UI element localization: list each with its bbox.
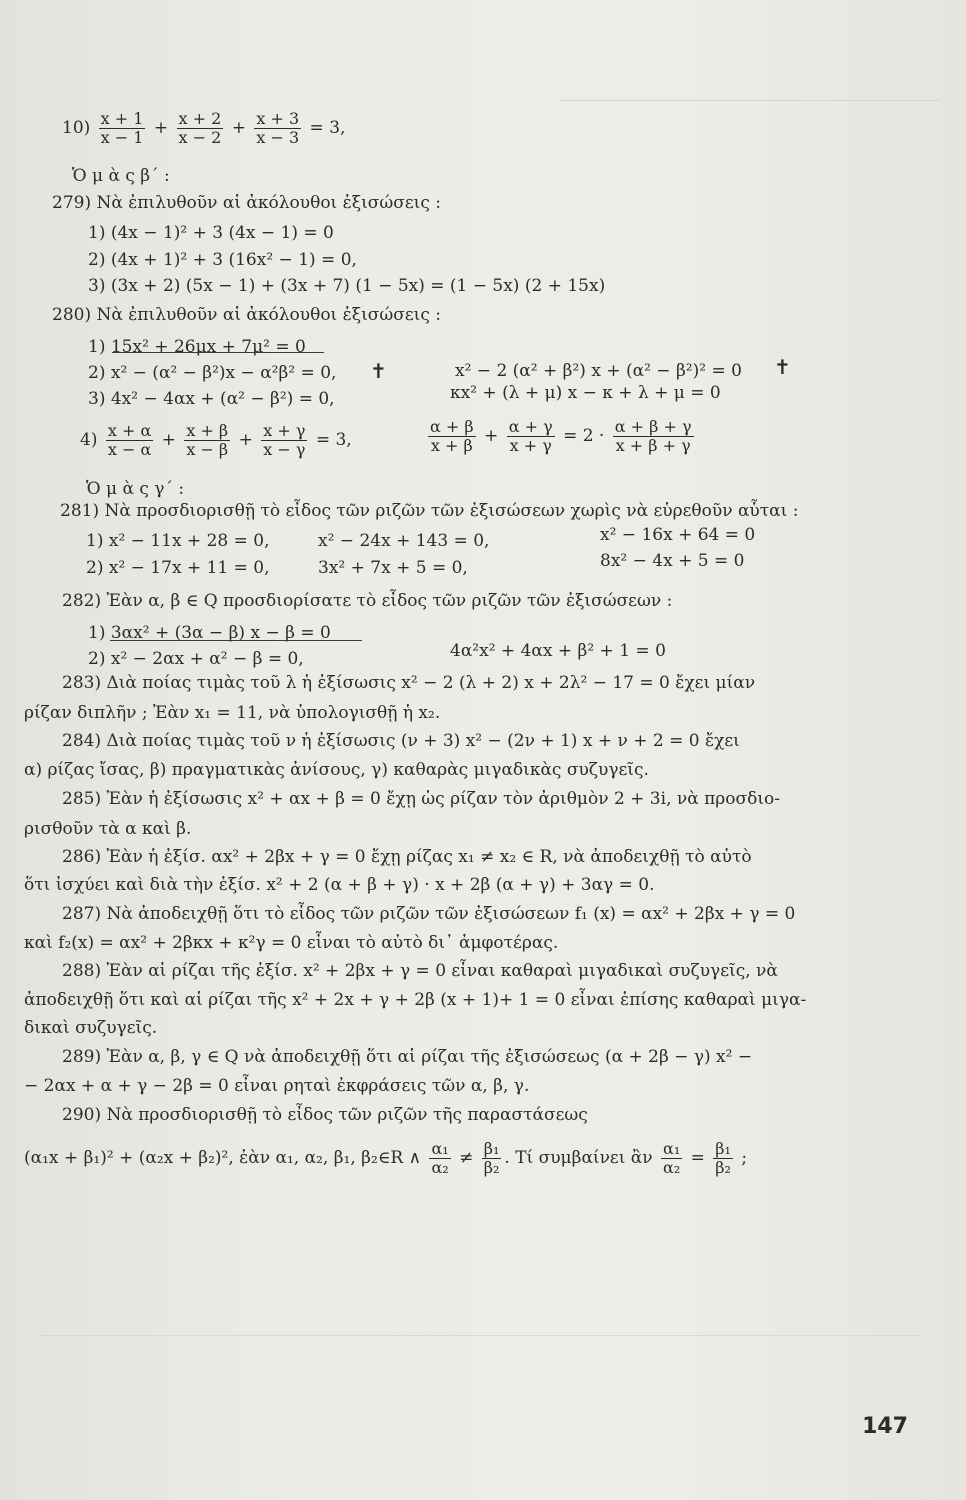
problem-line: α) ρίζας ἴσας, β) πραγματικὰς ἀνίσους, γ) καθαρὰς μιγαδικὰς συζυγεῖς. bbox=[24, 760, 649, 780]
problem-line: ρισθοῦν τὰ α καὶ β. bbox=[24, 819, 192, 839]
problem-line: 1) (4x − 1)² + 3 (4x − 1) = 0 bbox=[88, 223, 334, 243]
problem-line: 1) 3αx² + (3α − β) x − β = 0 bbox=[88, 623, 331, 643]
equation-280-4b: $\frac{\alpha + \beta}{x + \beta}$ + $\frac{\alpha + \gamma}{x + \gamma}$ = 2 · $\frac{\alpha + \beta + \gamma}{x + \beta + \gamma}$ bbox=[430, 417, 692, 455]
page-number: 147 bbox=[862, 1414, 908, 1439]
problem-line: x² − 2 (α² + β²) x + (α² − β²)² = 0 bbox=[455, 361, 742, 381]
problem-281: 281) Νὰ προσδιορισθῇ τὸ εἶδος τῶν ριζῶν τῶν ἐξισώσεων χωρὶς νὰ εὑρεθοῦν αὗται : bbox=[60, 501, 799, 521]
problem-290-expression: (α₁x + β₁)² + (α₂x + β₂)², ἐὰν α₁, α₂, β₁, β₂∈R ∧ $\frac{\text{α₁}}{\text{α₂}}$ ≠ $\frac{\text{β₁}}{\text{β₂}}$ . Τί συμβαίνει ἂν $\frac{\text{α₁}}{\text{α₂}}$ = $\frac{\text{β₁}}{\text{β₂}}$ ; bbox=[24, 1139, 748, 1177]
problem-line: x² − 16x + 64 = 0 bbox=[600, 525, 756, 545]
problem-line: 1) x² − 11x + 28 = 0, bbox=[86, 531, 270, 551]
problem-line: 2) x² − 17x + 11 = 0, bbox=[86, 558, 270, 578]
problem-279: 279) Νὰ ἐπιλυθοῦν αἱ ἀκόλουθοι ἐξισώσεις : bbox=[52, 193, 441, 213]
problem-line: x² − 24x + 143 = 0, bbox=[318, 531, 490, 551]
group-heading: Ὁ μ ὰ ς β΄ : bbox=[72, 166, 170, 186]
problem-line: − 2αx + α + γ − 2β = 0 εἶναι ρηταὶ ἐκφράσεις τῶν α, β, γ. bbox=[24, 1076, 530, 1096]
problem-line: 3) (3x + 2) (5x − 1) + (3x + 7) (1 − 5x) = (1 − 5x) (2 + 15x) bbox=[88, 276, 606, 296]
problem-line: κx² + (λ + μ) x − κ + λ + μ = 0 bbox=[450, 383, 721, 403]
handwritten-strike bbox=[112, 352, 324, 353]
problem-line: ρίζαν διπλῆν ; Ἐὰν x₁ = 11, νὰ ὑπολογισθῇ ἡ x₂. bbox=[24, 703, 441, 723]
problem-286: 286) Ἐὰν ἡ ἐξίσ. αx² + 2βx + γ = 0 ἔχῃ ρίζας x₁ ≠ x₂ ∈ R, νὰ ἀποδειχθῇ τὸ αὐτὸ bbox=[62, 847, 752, 867]
handwritten-strike bbox=[110, 640, 362, 641]
problem-line: 3x² + 7x + 5 = 0, bbox=[318, 558, 468, 578]
problem-line: 3) 4x² − 4αx + (α² − β²) = 0, bbox=[88, 389, 335, 409]
problem-line: δικαὶ συζυγεῖς. bbox=[24, 1018, 158, 1038]
problem-line: 8x² − 4x + 5 = 0 bbox=[600, 551, 745, 571]
problem-line: 4α²x² + 4αx + β² + 1 = 0 bbox=[450, 641, 666, 661]
problem-290: 290) Νὰ προσδιορισθῇ τὸ εἶδος τῶν ριζῶν τῆς παραστάσεως bbox=[62, 1105, 588, 1125]
group-heading: Ὁ μ ὰ ς γ΄ : bbox=[86, 479, 185, 499]
bleed-through-lines bbox=[560, 100, 940, 115]
equation-10: 10) $\frac{x + 1}{x - 1}$ + $\frac{x + 2}{x - 2}$ + $\frac{x + 3}{x - 3}$ = 3, bbox=[62, 109, 346, 147]
handwritten-mark-icon: ✝ bbox=[774, 355, 791, 379]
problem-283: 283) Διὰ ποίας τιμὰς τοῦ λ ἡ ἐξίσωσις x² − 2 (λ + 2) x + 2λ² − 17 = 0 ἔχει μίαν bbox=[62, 673, 756, 693]
bleed-through-lines bbox=[40, 1335, 920, 1346]
problem-line: 2) (4x + 1)² + 3 (16x² − 1) = 0, bbox=[88, 250, 357, 270]
problem-282: 282) Ἐὰν α, β ∈ Q προσδιορίσατε τὸ εἶδος τῶν ριζῶν τῶν ἐξισώσεων : bbox=[62, 591, 673, 611]
problem-line: 1) 15x² + 26μx + 7μ² = 0 bbox=[88, 337, 306, 357]
problem-280: 280) Νὰ ἐπιλυθοῦν αἱ ἀκόλουθοι ἐξισώσεις : bbox=[52, 305, 441, 325]
problem-284: 284) Διὰ ποίας τιμὰς τοῦ ν ἡ ἐξίσωσις (ν + 3) x² − (2ν + 1) x + ν + 2 = 0 ἔχει bbox=[62, 731, 740, 751]
problem-line: καὶ f₂(x) = αx² + 2βκx + κ²γ = 0 εἶναι τὸ αὐτὸ δι᾽ ἀμφοτέρας. bbox=[24, 933, 559, 953]
problem-285: 285) Ἐὰν ἡ ἐξίσωσις x² + αx + β = 0 ἔχῃ ὡς ρίζαν τὸν ἀριθμὸν 2 + 3i, νὰ προσδιο- bbox=[62, 789, 780, 809]
problem-line: 2) x² − (α² − β²)x − α²β² = 0, bbox=[88, 363, 337, 383]
problem-line: ὅτι ἰσχύει καὶ διὰ τὴν ἐξίσ. x² + 2 (α + β + γ) · x + 2β (α + γ) + 3αγ = 0. bbox=[24, 875, 655, 895]
handwritten-mark-icon: ✝ bbox=[370, 359, 387, 383]
equation-280-4: 4) $\frac{x + \alpha}{x - \alpha}$ + $\frac{x + \beta}{x - \beta}$ + $\frac{x + \gamma}{x - \gamma}$ = 3, bbox=[80, 421, 352, 459]
problem-line: ἀποδειχθῇ ὅτι καὶ αἱ ρίζαι τῆς x² + 2x + γ + 2β (x + 1)+ 1 = 0 εἶναι ἐπίσης καθαραὶ μιγα- bbox=[24, 990, 807, 1010]
problem-289: 289) Ἐὰν α, β, γ ∈ Q νὰ ἀποδειχθῇ ὅτι αἱ ρίζαι τῆς ἐξισώσεως (α + 2β − γ) x² − bbox=[62, 1047, 753, 1067]
problem-line: 2) x² − 2αx + α² − β = 0, bbox=[88, 649, 304, 669]
problem-287: 287) Νὰ ἀποδειχθῇ ὅτι τὸ εἶδος τῶν ριζῶν τῶν ἐξισώσεων f₁ (x) = αx² + 2βx + γ = 0 bbox=[62, 904, 796, 924]
problem-288: 288) Ἐὰν αἱ ρίζαι τῆς ἐξίσ. x² + 2βx + γ = 0 εἶναι καθαραὶ μιγαδικαὶ συζυγεῖς, νὰ bbox=[62, 961, 778, 981]
